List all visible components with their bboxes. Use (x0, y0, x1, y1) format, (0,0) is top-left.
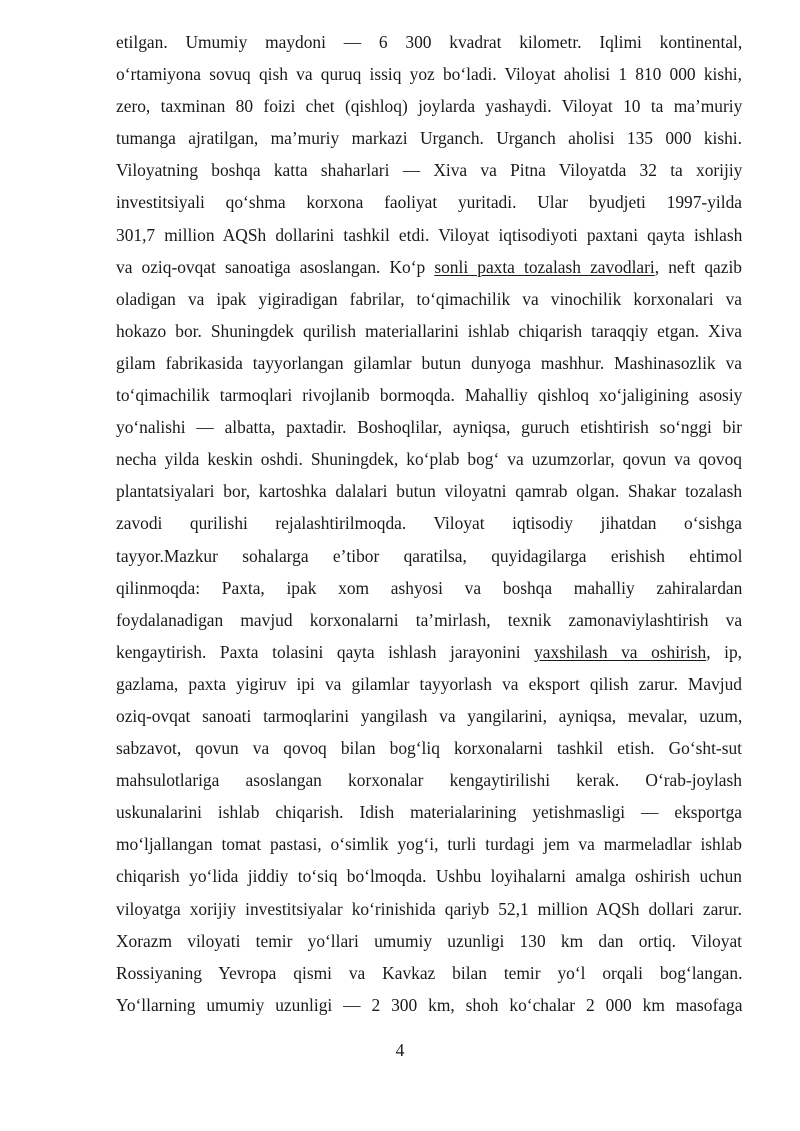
text-line (116, 379, 742, 411)
underlined-phrase: sonli paxta tozalash zavodlari (434, 256, 655, 277)
text-line (116, 58, 742, 90)
text-segment: plantatsiyalari bor, kartoshka dalalari butun viloyatni qamrab olgan. Shakar tozalash (116, 481, 743, 502)
text-segment: oʻrtamiyona sovuq qish va quruq issiq yoz boʻladi. Viloyat aholisi 1 810 000 kishi, (116, 64, 742, 85)
text-line (116, 764, 742, 796)
text-segment: Yoʻllarning umumiy uzunligi — 2 300 km, shoh koʻchalar 2 000 km masofaga (116, 994, 743, 1015)
text-segment: zero, taxminan 80 foizi chet (qishloq) joylarda yashaydi. Viloyat 10 ta maʼmuriy (116, 96, 743, 117)
text-line (116, 251, 742, 283)
text-segment: gazlama, paxta yigiruv ipi va gilamlar tayyorlash va eksport qilish zarur. Mavjud (116, 673, 742, 694)
text-segment: Viloyatning boshqa katta shaharlari — Xiva va Pitna Viloyatda 32 ta xorijiy (116, 160, 743, 181)
text-line (116, 893, 742, 925)
text-line (116, 957, 742, 989)
text-segment: 301,7 million AQSh dollarini tashkil etdi. Viloyat iqtisodiyoti paxtani qayta ishlash (116, 224, 743, 245)
text-segment: , neft qazib (654, 256, 742, 277)
text-segment: Xorazm viloyati temir yoʻllari umumiy uzunligi 130 km dan ortiq. Viloyat (116, 930, 742, 951)
text-line (116, 796, 742, 828)
text-line (116, 572, 742, 604)
page-number: 4 (395, 1040, 405, 1060)
text-line (116, 283, 742, 315)
text-segment: kengaytirish. Paxta tolasini qayta ishlash jarayonini (116, 641, 535, 662)
text-line (116, 315, 742, 347)
text-segment: hokazo bor. Shuningdek qurilish materiallarini ishlab chiqarish taraqqiy etgan. Xiva (116, 320, 742, 341)
text-line (116, 507, 742, 539)
text-line (116, 925, 742, 957)
text-segment: oladigan va ipak yigiradigan fabrilar, toʻqimachilik va vinochilik korxonalari va (116, 288, 742, 309)
underlined-phrase: yaxshilash va oshirish (534, 641, 707, 662)
text-line (116, 668, 742, 700)
text-line (116, 989, 742, 1021)
text-segment: mahsulotlariga asoslangan korxonalar kengaytirilishi kerak. Oʻrab-joylash (116, 770, 742, 791)
text-segment: toʻqimachilik tarmoqlari rivojlanib bormoqda. Mahalliy qishloq xoʻjaligining asosiy (116, 385, 743, 406)
body-text (116, 26, 742, 1021)
text-segment: va oziq-ovqat sanoatiga asoslangan. Koʻp (116, 256, 435, 277)
text-line (116, 219, 742, 251)
text-line (116, 700, 742, 732)
text-segment: viloyatga xorijiy investitsiyalar koʻrinishida qariyb 52,1 million AQSh dollari zarur. (116, 898, 742, 919)
text-segment: gilam fabrikasida tayyorlangan gilamlar butun dunyoga mashhur. Mashinasozlik va (116, 352, 742, 373)
text-line (116, 860, 742, 892)
text-line (116, 828, 742, 860)
text-line (116, 26, 742, 58)
text-line (116, 732, 742, 764)
text-segment: yoʻnalishi — albatta, paxtadir. Boshoqlilar, ayniqsa, guruch etishtirish soʻnggi bir (116, 417, 742, 438)
text-line (116, 443, 742, 475)
text-line (116, 154, 742, 186)
text-segment: zavodi qurilishi rejalashtirilmoqda. Viloyat iqtisodiy jihatdan oʻsishga (116, 513, 742, 534)
text-segment: , ip, (706, 641, 742, 662)
text-segment: uskunalarini ishlab chiqarish. Idish materialarining yetishmasligi — eksportga (116, 802, 742, 823)
text-segment: foydalanadigan mavjud korxonalarni taʼmirlash, texnik zamonaviylashtirish va (116, 609, 743, 630)
text-line (116, 186, 742, 218)
text-segment: tayyor.Mazkur sohalarga eʼtibor qaratilsa, quyidagilarga erishish ehtimol (116, 545, 743, 566)
text-line (116, 636, 742, 668)
text-segment: oziq-ovqat sanoati tarmoqlarini yangilash va yangilarini, ayniqsa, mevalar, uzum, (116, 705, 743, 726)
text-line (116, 122, 742, 154)
text-segment: Rossiyaning Yevropa qismi va Kavkaz bilan temir yoʻl orqali bogʻlangan. (116, 962, 743, 983)
text-segment: chiqarish yoʻlida jiddiy toʻsiq boʻlmoqda. Ushbu loyihalarni amalga oshirish uchun (116, 866, 742, 887)
text-segment: necha yilda keskin oshdi. Shuningdek, koʻplab bogʻ va uzumzorlar, qovun va qovoq (116, 449, 742, 470)
text-segment: qilinmoqda: Paxta, ipak xom ashyosi va boshqa mahalliy zahiralardan (116, 577, 743, 598)
text-line (116, 475, 742, 507)
text-segment: etilgan. Umumiy maydoni — 6 300 kvadrat kilometr. Iqlimi kontinental, (116, 32, 743, 52)
text-segment: tumanga ajratilgan, maʼmuriy markazi Urganch. Urganch aholisi 135 000 kishi. (116, 128, 742, 149)
text-line (116, 411, 742, 443)
text-segment: investitsiyali qoʻshma korxona faoliyat yuritadi. Ular byudjeti 1997-yilda (116, 192, 742, 213)
text-line (116, 540, 742, 572)
text-line (116, 604, 742, 636)
text-line (116, 347, 742, 379)
text-line (116, 90, 742, 122)
text-segment: moʻljallangan tomat pastasi, oʻsimlik yogʻi, turli turdagi jem va marmeladlar ishlab (116, 834, 742, 855)
text-segment: sabzavot, qovun va qovoq bilan bogʻliq korxonalarni tashkil etish. Goʻsht-sut (116, 738, 742, 759)
